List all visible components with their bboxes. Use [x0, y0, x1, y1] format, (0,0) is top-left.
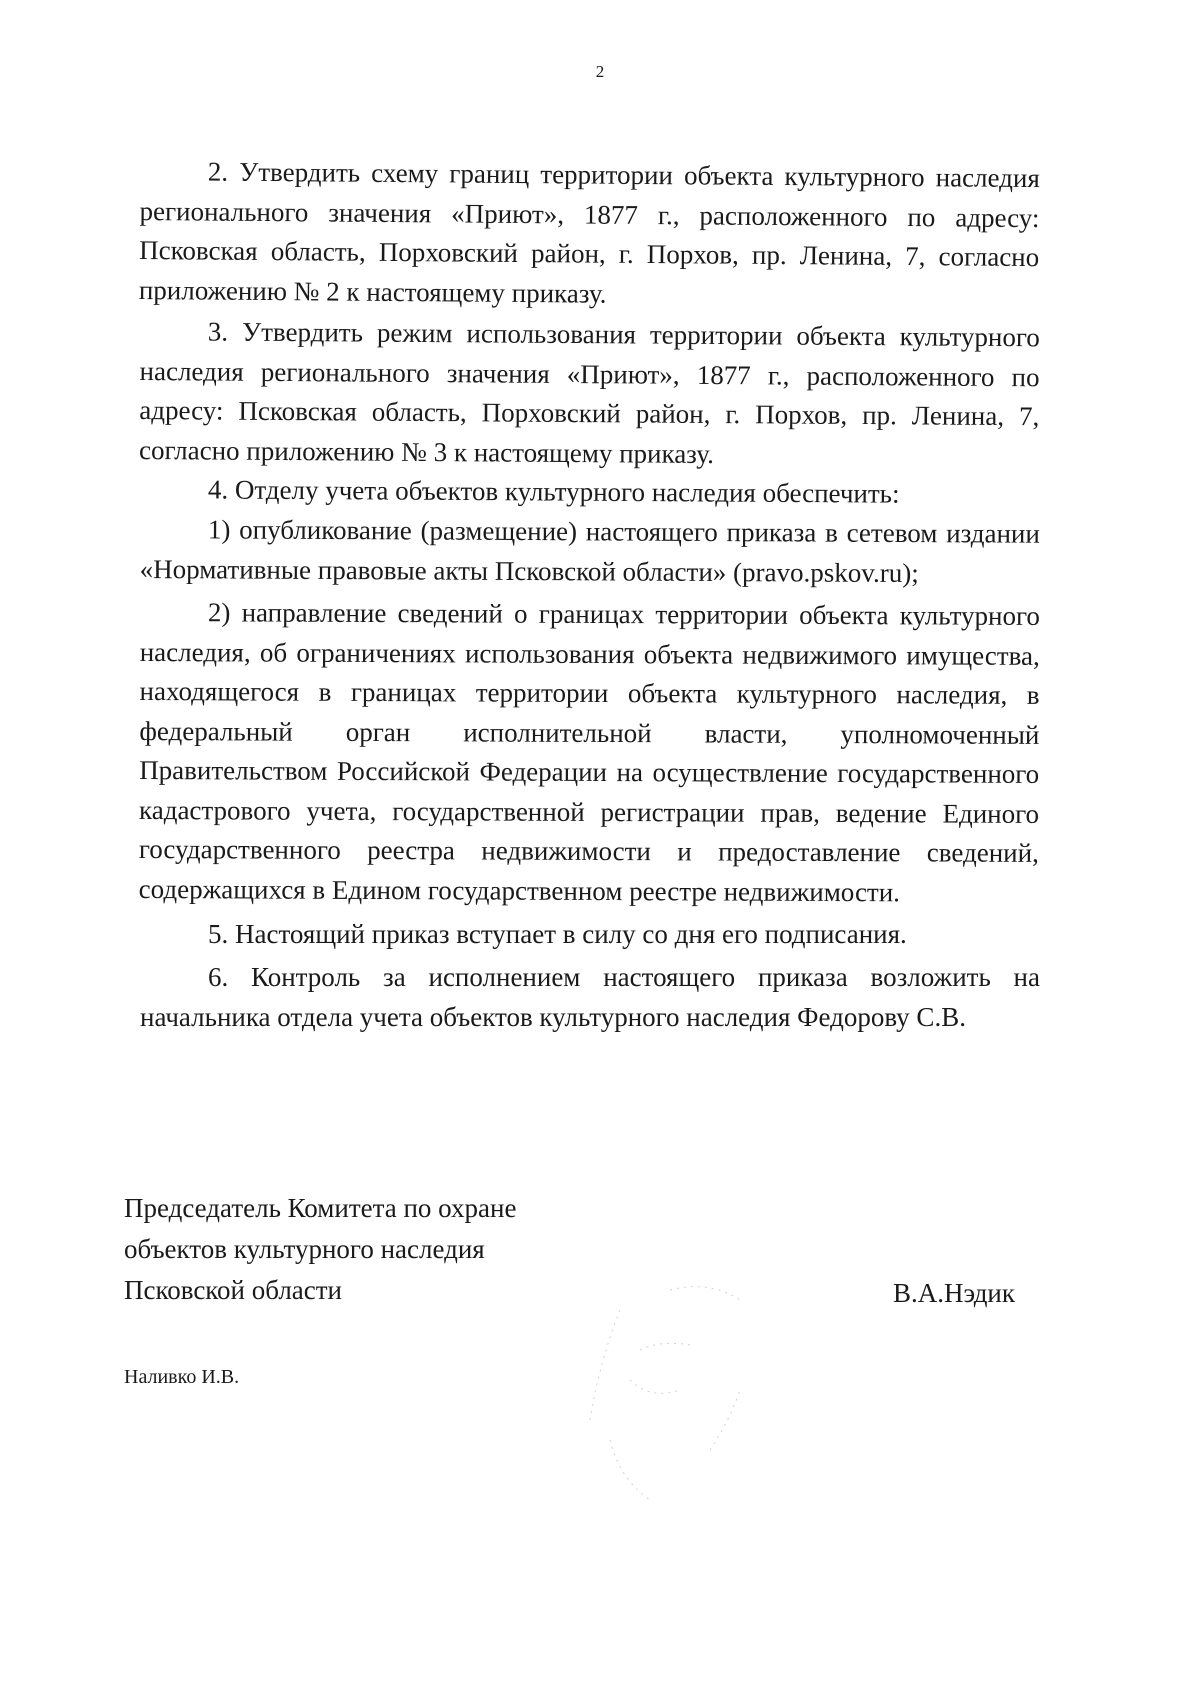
executor-name: Наливко И.В. — [124, 1366, 240, 1388]
page-number: 2 — [595, 62, 605, 81]
signatory-position — [124, 1188, 516, 1311]
signatory-position-line: Председатель Комитета по охране — [124, 1193, 517, 1223]
signatory-position-line: объектов культурного наследия — [124, 1234, 485, 1264]
signatory-position-line: Псковской области — [124, 1275, 343, 1305]
paragraph-item-3: 3. Утвердить режим использования территории объекта культурного наследия регионального значения «Приют», 1877 г., расположенного по адресу: Псковская область, Порховский район, г. Порхов, пр. Ленина, 7, согласно приложению № 3 к настоящему приказу. — [138, 316, 1040, 469]
faded-stamp-mark — [560, 1270, 760, 1510]
paragraph-subitem-4-1: 1) опубликование (размещение) настоящего приказа в сетевом издании «Нормативные правовые акты Псковской области» (pravo.pskov.ru); — [139, 513, 1040, 588]
order-body — [140, 152, 1040, 1037]
paragraph-item-5: 5. Настоящий приказ вступает в силу со дня его подписания. — [208, 918, 907, 949]
paragraph-item-4: 4. Отделу учета объектов культурного наследия обеспечить: — [207, 474, 900, 509]
paragraph-item-6: 6. Контроль за исполнением настоящего приказа возложить на начальника отдела учета объектов культурного наследия Федорову С.В. — [140, 962, 1040, 1032]
signatory-name: В.А.Нэдик — [893, 1278, 1016, 1308]
paragraph-subitem-4-2: 2) направление сведений о границах территории объекта культурного наследия, об ограничениях использования объекта недвижимого имущества, находящегося в границах территории объекта культурного наследия, в федеральный орган исполнительной власти, уполномоченный Правительством Российской Федерации на осуществление государственного кадастрового учета, государственной регистрации прав, ведение Единого государственного реестра недвижимости и предоставление сведений, содержащихся в Едином государственном реестре недвижимости. — [138, 596, 1040, 907]
paragraph-item-2: 2. Утвердить схему границ территории объекта культурного наследия регионального значения «Приют», 1877 г., расположенного по адресу: Псковская область, Порховский район, г. Порхов, пр. Ленина, 7, согласно приложению № 2 к настоящему приказу. — [138, 156, 1040, 309]
